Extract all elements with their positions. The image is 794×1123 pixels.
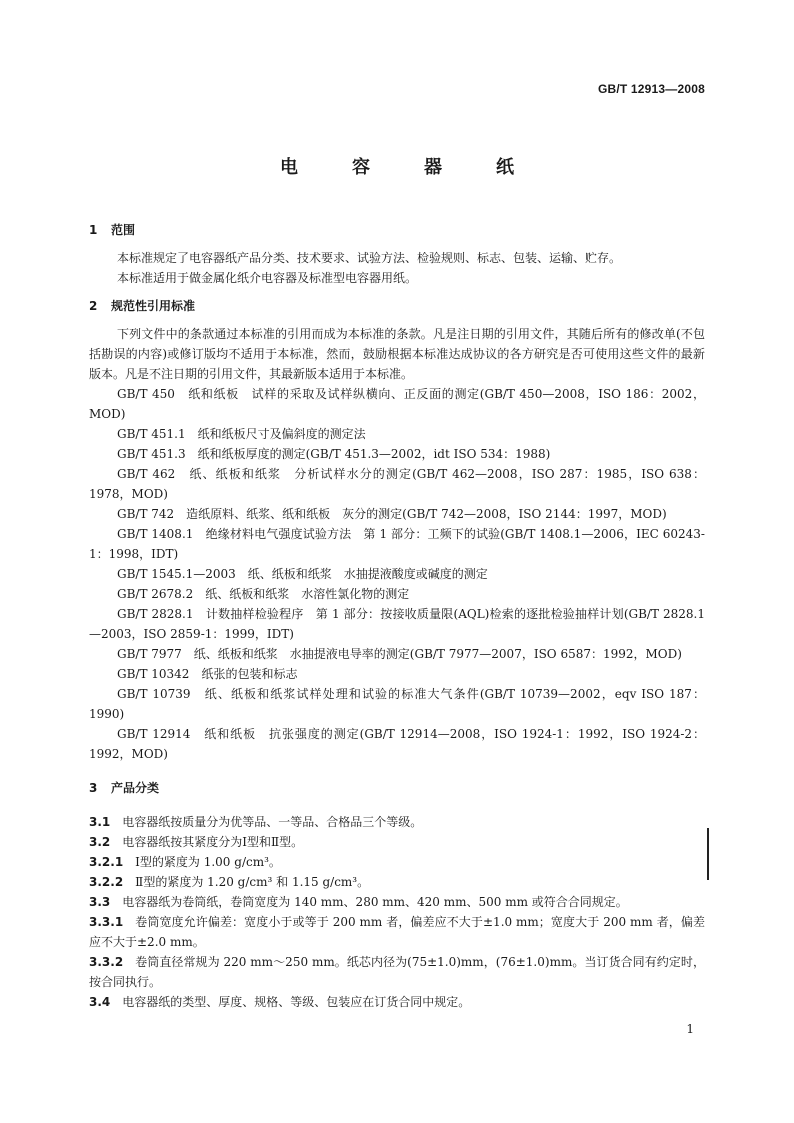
clause-item xyxy=(89,872,705,892)
reference-item: GB/T 12914 纸和纸板 抗张强度的测定(GB/T 12914—2008，ISO 1924-1：1992，ISO 1924-2：1992，MOD) xyxy=(89,727,705,761)
section-number: 3 xyxy=(89,781,98,795)
clause-text: Ⅰ型的紧度为 1.00 g/cm³。 xyxy=(135,855,281,869)
reference-item: GB/T 1408.1 绝缘材料电气强度试验方法 第 1 部分：工频下的试验(GB/T 1408.1—2006，IEC 60243-1：1998，IDT) xyxy=(89,527,705,561)
reference-item: GB/T 450 纸和纸板 试样的采取及试样纵横向、正反面的测定(GB/T 450—2008，ISO 186：2002，MOD) xyxy=(89,387,705,421)
scope-paragraph: 本标准规定了电容器纸产品分类、技术要求、试验方法、检验规则、标志、包装、运输、贮存。 xyxy=(117,251,622,265)
reference-item: GB/T 2678.2 纸、纸板和纸浆 水溶性氯化物的测定 xyxy=(117,587,410,601)
clause-item xyxy=(89,812,705,832)
section-heading-normative-references xyxy=(89,296,705,316)
clause-number: 3.2.2 xyxy=(89,875,124,889)
reference-item: GB/T 462 纸、纸板和纸浆 分析试样水分的测定(GB/T 462—2008，ISO 287：1985，ISO 638：1978，MOD) xyxy=(89,467,705,501)
reference-item: GB/T 451.1 纸和纸板尺寸及偏斜度的测定法 xyxy=(117,427,366,441)
clause-number: 3.4 xyxy=(89,995,111,1009)
reference-item: GB/T 7977 纸、纸板和纸浆 水抽提液电导率的测定(GB/T 7977—2007，ISO 6587：1992，MOD) xyxy=(117,647,682,661)
clause-number: 3.3 xyxy=(89,895,111,909)
reference-item: GB/T 742 造纸原料、纸浆、纸和纸板 灰分的测定(GB/T 742—2008，ISO 2144：1997，MOD) xyxy=(117,507,667,521)
clause-item xyxy=(89,912,705,952)
reference-item: GB/T 2828.1 计数抽样检验程序 第 1 部分：按接收质量限(AQL)检索的逐批检验抽样计划(GB/T 2828.1—2003，ISO 2859-1：1999，IDT) xyxy=(89,607,705,641)
clause-item xyxy=(89,852,705,872)
section-title: 产品分类 xyxy=(111,781,160,795)
reference-item: GB/T 10739 纸、纸板和纸浆试样处理和试验的标准大气条件(GB/T 10739—2002，eqv ISO 187：1990) xyxy=(89,687,705,721)
clause-item xyxy=(89,992,705,1012)
document-title: 电 容 器 纸 xyxy=(280,157,532,178)
scope-paragraph: 本标准适用于做金属化纸介电容器及标准型电容器用纸。 xyxy=(117,271,418,285)
revision-change-bar xyxy=(707,828,709,880)
section-heading-product-classification xyxy=(89,778,705,798)
clause-text: 卷筒直径常规为 220 mm～250 mm。纸芯内径为(75±1.0)mm，(76±1.0)mm。当订货合同有约定时，按合同执行。 xyxy=(89,955,705,989)
section-heading-scope xyxy=(89,220,705,240)
clause-number: 3.2 xyxy=(89,835,111,849)
clause-item xyxy=(89,952,705,992)
section-number: 2 xyxy=(89,299,98,313)
clause-number: 3.3.1 xyxy=(89,915,124,929)
clause-text: 卷筒宽度允许偏差：宽度小于或等于 200 mm 者，偏差应不大于±1.0 mm；宽度大于 200 mm 者，偏差应不大于±2.0 mm。 xyxy=(89,915,705,949)
section-title: 范围 xyxy=(111,223,136,237)
clause-item xyxy=(89,832,705,852)
section-title: 规范性引用标准 xyxy=(111,299,196,313)
standard-code: GB/T 12913—2008 xyxy=(597,82,705,96)
clause-text: 电容器纸按其紧度分为Ⅰ型和Ⅱ型。 xyxy=(122,835,304,849)
section-number: 1 xyxy=(89,223,98,237)
clause-text: Ⅱ型的紧度为 1.20 g/cm³ 和 1.15 g/cm³。 xyxy=(135,875,370,889)
document-body xyxy=(89,220,705,1012)
clause-number: 3.3.2 xyxy=(89,955,124,969)
clause-number: 3.2.1 xyxy=(89,855,124,869)
clause-text: 电容器纸为卷筒纸，卷筒宽度为 140 mm、280 mm、420 mm、500 mm 或符合合同规定。 xyxy=(122,895,628,909)
page-number: 1 xyxy=(686,1022,694,1036)
clause-number: 3.1 xyxy=(89,815,111,829)
reference-item: GB/T 10342 纸张的包装和标志 xyxy=(117,667,298,681)
clause-text: 电容器纸按质量分为优等品、一等品、合格品三个等级。 xyxy=(122,815,423,829)
reference-item: GB/T 451.3 纸和纸板厚度的测定(GB/T 451.3—2002，idt ISO 534：1988) xyxy=(117,447,551,461)
clause-item xyxy=(89,892,705,912)
reference-item: GB/T 1545.1—2003 纸、纸板和纸浆 水抽提液酸度或碱度的测定 xyxy=(117,567,488,581)
references-intro: 下列文件中的条款通过本标准的引用而成为本标准的条款。凡是注日期的引用文件，其随后所有的修改单(不包括勘误的内容)或修订版均不适用于本标准，然而，鼓励根据本标准达成协议的各方研究是否可使用这些文件的最新版本。凡是不注日期的引用文件，其最新版本适用于本标准。 xyxy=(89,327,705,381)
clause-text: 电容器纸的类型、厚度、规格、等级、包装应在订货合同中规定。 xyxy=(122,995,471,1009)
